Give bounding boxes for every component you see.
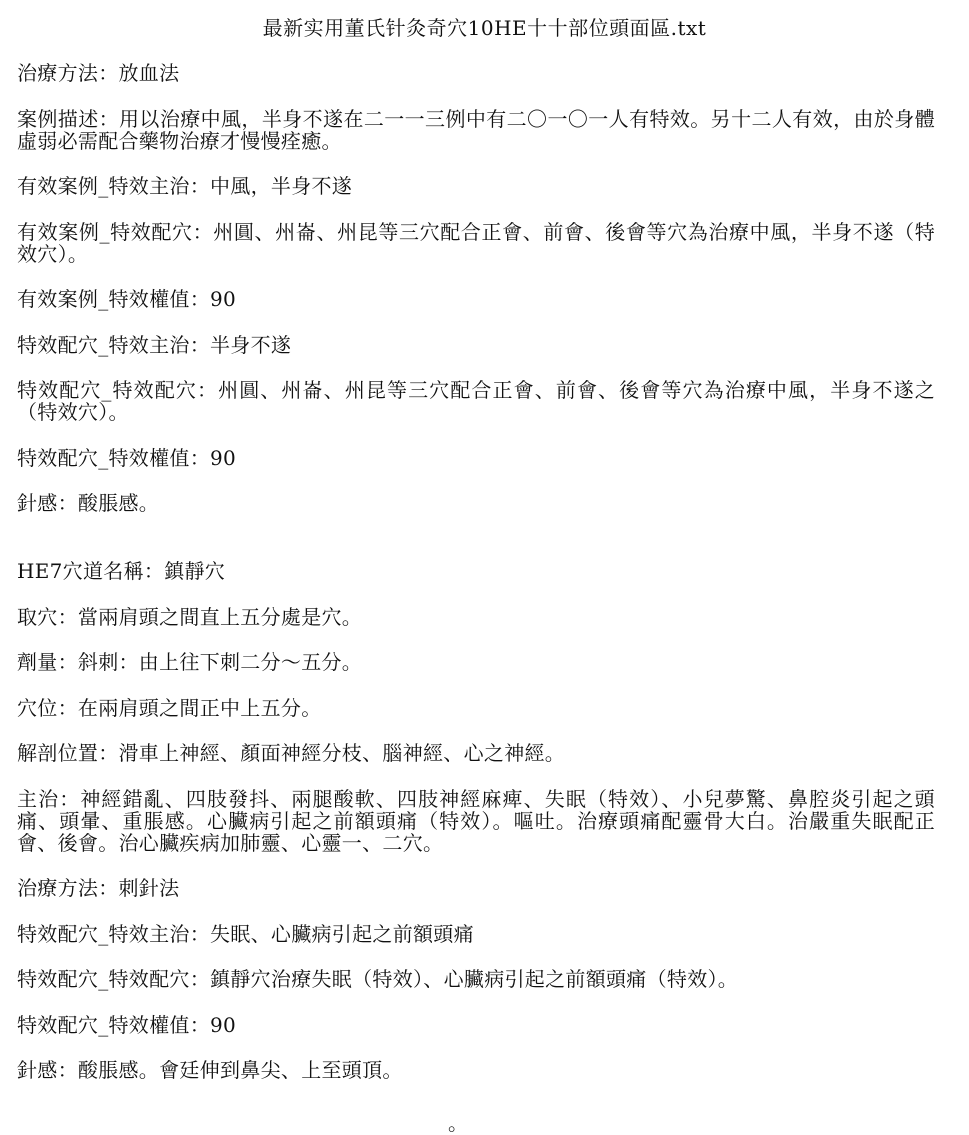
entry-text: 放血法 — [118, 61, 180, 85]
document-body — [17, 62, 935, 1105]
entry-point-location-method — [17, 606, 935, 628]
entry-label: HE7穴道名稱： — [17, 559, 165, 583]
entry-text: 半身不遂 — [210, 332, 292, 357]
entry-special-combination-2 — [17, 968, 935, 990]
entry-label: 特效配穴_特效配穴： — [17, 378, 219, 402]
entry-special-main-indication-2 — [17, 923, 935, 945]
entry-label: 針感： — [17, 491, 78, 515]
entry-point-position — [17, 697, 935, 719]
entry-text: 酸脹感。會廷伸到鼻尖、上至頭頂。 — [77, 1058, 403, 1082]
entry-text: 州圓、州崙、州昆等三穴配合正會、前會、後會等穴為治療中風，半身不遂之（特效穴）。 — [17, 378, 935, 424]
entry-text: 鎮靜穴 — [164, 559, 226, 583]
entry-anatomy — [17, 742, 935, 764]
entry-label: 特效配穴_特效權值： — [17, 445, 210, 470]
entry-dosage — [17, 651, 935, 673]
entry-text: 鎮靜穴治療失眠（特效）、心臟病引起之前額頭痛（特效）。 — [210, 967, 739, 991]
entry-label: 特效配穴_特效主治： — [17, 921, 210, 946]
entry-effective-combination — [17, 221, 935, 265]
entry-label: 案例描述： — [17, 106, 120, 131]
entry-treatment-method-2 — [17, 877, 935, 899]
entry-label: 特效配穴_特效配穴： — [17, 967, 210, 991]
entry-treatment-method — [17, 62, 935, 84]
entry-text: 90 — [210, 1012, 237, 1037]
entry-label: 取穴： — [17, 604, 78, 629]
entry-label: 有效案例_特效配穴： — [17, 219, 214, 244]
entry-special-weight — [17, 447, 935, 469]
entry-label: 治療方法： — [17, 876, 119, 900]
entry-text: 90 — [210, 445, 237, 470]
entry-label: 特效配穴_特效權值： — [17, 1012, 210, 1037]
entry-text: 酸脹感。 — [77, 491, 160, 515]
entry-needle-sensation-2 — [17, 1059, 935, 1081]
entry-text: 90 — [210, 287, 237, 311]
entry-text: 在兩肩頭之間正中上五分。 — [77, 695, 322, 720]
entry-main-indications — [17, 788, 935, 854]
entry-label: 治療方法： — [17, 61, 119, 85]
entry-label: 解剖位置： — [17, 741, 119, 765]
entry-needle-sensation — [17, 492, 935, 514]
entry-point-name — [17, 560, 935, 582]
entry-label: 針感： — [17, 1058, 78, 1082]
entry-label: 有效案例_特效權值： — [17, 287, 210, 311]
entry-text: 州圓、州崙、州昆等三穴配合正會、前會、後會等穴為治療中風，半身不遂（特效穴）。 — [17, 219, 936, 266]
entry-text: 神經錯亂、四肢發抖、兩腿酸軟、四肢神經麻痺、失眠（特效）、小兒夢驚、鼻腔炎引起之頭痛、頭暈、重脹感。心臟病引起之前額頭痛（特效）。嘔吐。治療頭痛配靈骨大白。治嚴重失眠配正會、後會。治心臟疾病加肺靈、心靈一、二穴。 — [17, 786, 935, 855]
entry-text: 滑車上神經、顏面神經分枝、腦神經、心之神經。 — [118, 741, 566, 765]
entry-label: 劑量： — [17, 650, 78, 674]
entry-text: 用以治療中風，半身不遂在二一一三例中有二〇一〇一人有特效。另十二人有效，由於身體虛弱必需配合藥物治療才慢慢痊癒。 — [17, 106, 936, 153]
entry-effective-main-indication — [17, 175, 935, 197]
entry-text: 當兩肩頭之間直上五分處是穴。 — [77, 604, 363, 629]
entry-text: 失眠、心臟病引起之前額頭痛 — [210, 921, 474, 946]
entry-special-main-indication — [17, 334, 935, 356]
entry-label: 主治： — [17, 786, 81, 811]
cut-off-next-line: 。 — [448, 1111, 468, 1135]
entry-case-description — [17, 108, 935, 152]
entry-text: 斜刺：由上往下刺二分～五分。 — [77, 650, 363, 674]
entry-special-combination — [17, 379, 935, 423]
entry-effective-weight — [17, 288, 935, 310]
entry-label: 有效案例_特效主治： — [17, 174, 210, 198]
document-title: 最新实用董氏针灸奇穴10HE十十部位頭面區.txt — [262, 16, 707, 40]
entry-label: 特效配穴_特效主治： — [17, 332, 210, 357]
entry-text: 中風，半身不遂 — [210, 174, 353, 198]
entry-special-weight-2 — [17, 1014, 935, 1036]
entry-label: 穴位： — [17, 695, 78, 720]
entry-text: 刺針法 — [118, 876, 180, 900]
